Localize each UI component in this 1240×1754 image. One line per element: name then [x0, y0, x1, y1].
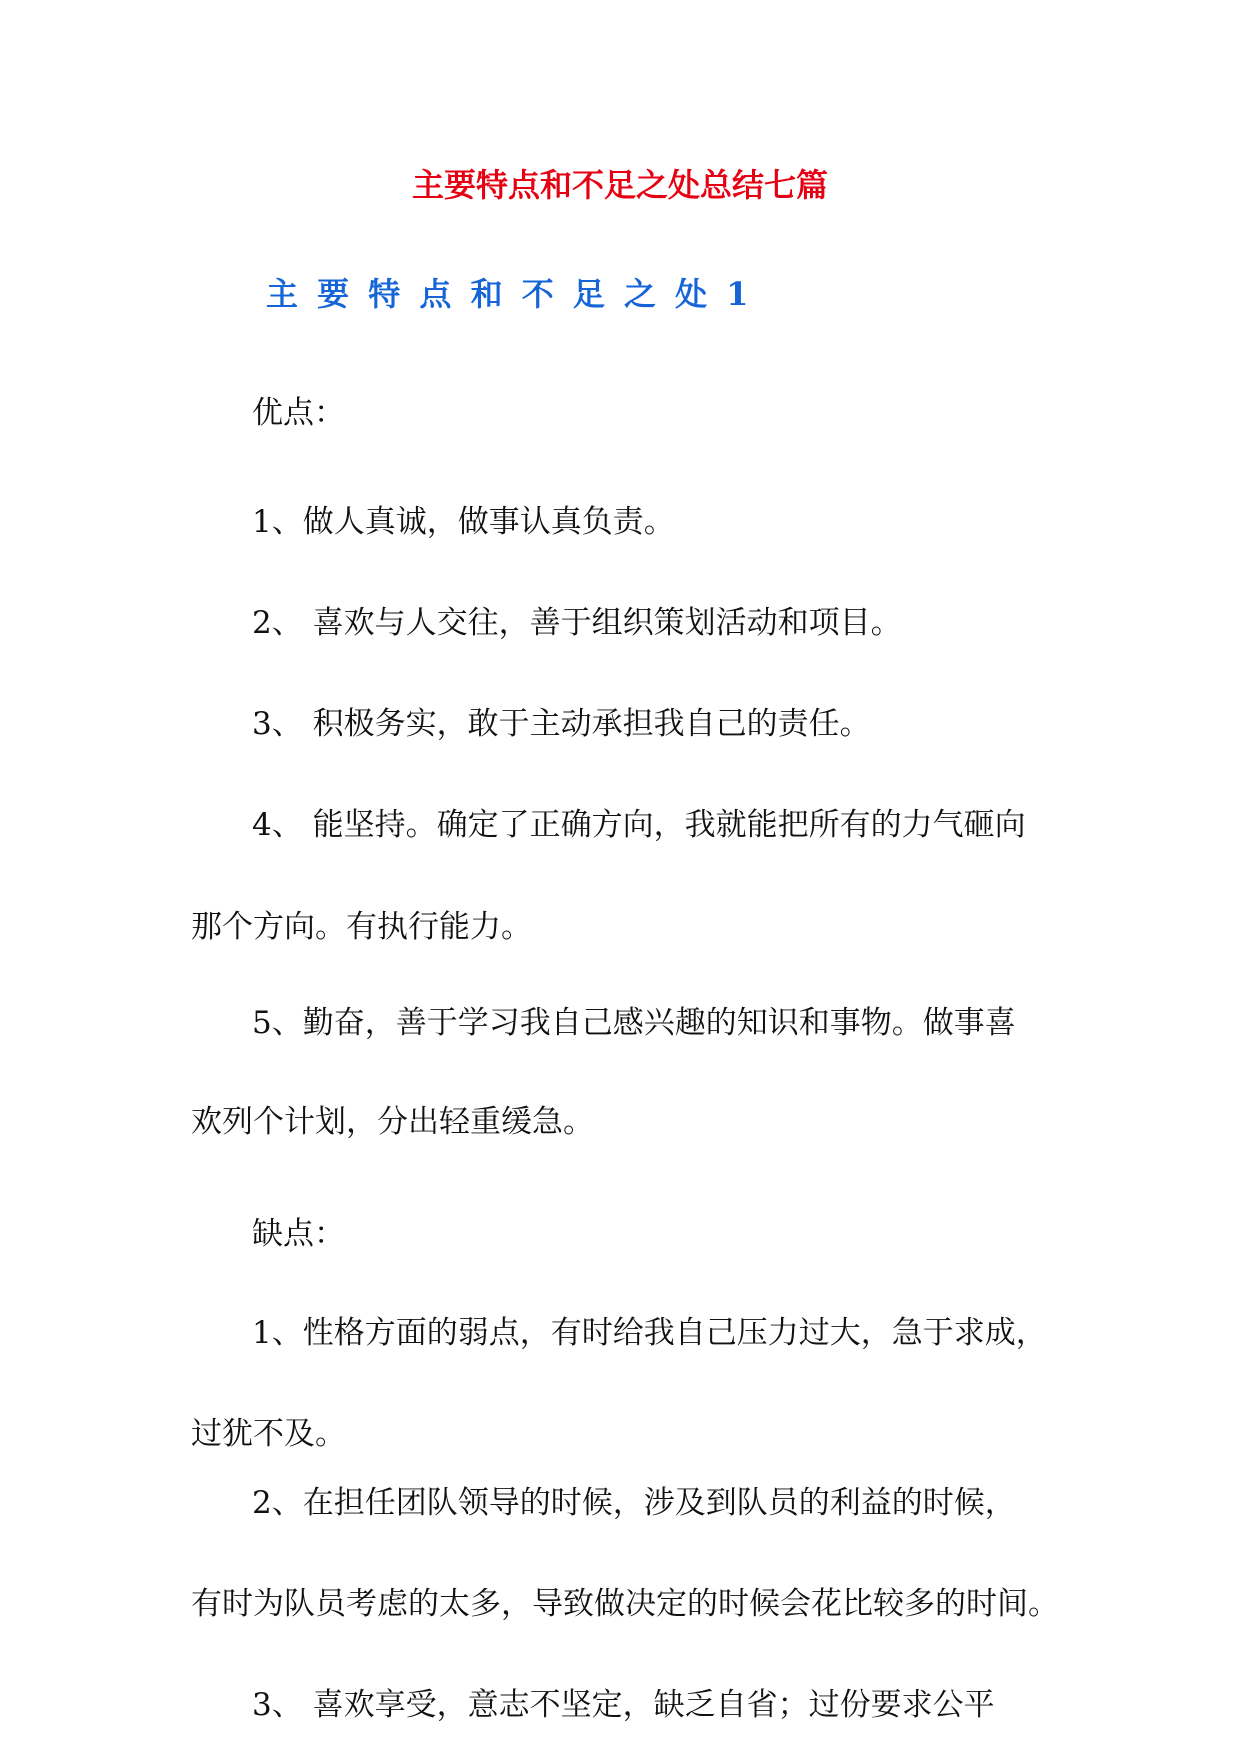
- section-heading: 主 要 特 点 和 不 足 之 处 1: [266, 275, 753, 313]
- strength-item-2: 2、 喜欢与人交往，善于组织策划活动和项目。: [252, 605, 902, 641]
- weakness-item-3: 3、 喜欢享受，意志不坚定，缺乏自省；过份要求公平: [252, 1687, 995, 1723]
- strength-item-4-continued: 那个方向。有执行能力。: [191, 909, 532, 945]
- document-title: 主要特点和不足之处总结七篇: [411, 166, 828, 204]
- weakness-item-2: 2、在担任团队领导的时候，涉及到队员的利益的时候，: [252, 1485, 1016, 1521]
- weaknesses-label: 缺点：: [252, 1216, 345, 1252]
- strength-item-3: 3、 积极务实，敢于主动承担我自己的责任。: [252, 706, 871, 742]
- strengths-label: 优点：: [252, 395, 345, 431]
- weakness-item-1: 1、性格方面的弱点，有时给我自己压力过大，急于求成，: [252, 1315, 1047, 1351]
- strength-item-1: 1、做人真诚，做事认真负责。: [252, 504, 675, 540]
- weakness-item-1-continued: 过犹不及。: [191, 1416, 346, 1452]
- strength-item-4: 4、 能坚持。确定了正确方向，我就能把所有的力气砸向: [252, 807, 1026, 843]
- strength-item-5-continued: 欢列个计划，分出轻重缓急。: [191, 1104, 594, 1140]
- strength-item-5: 5、勤奋，善于学习我自己感兴趣的知识和事物。做事喜: [252, 1005, 1016, 1041]
- weakness-item-2-continued: 有时为队员考虑的太多，导致做决定的时候会花比较多的时间。: [191, 1586, 1059, 1622]
